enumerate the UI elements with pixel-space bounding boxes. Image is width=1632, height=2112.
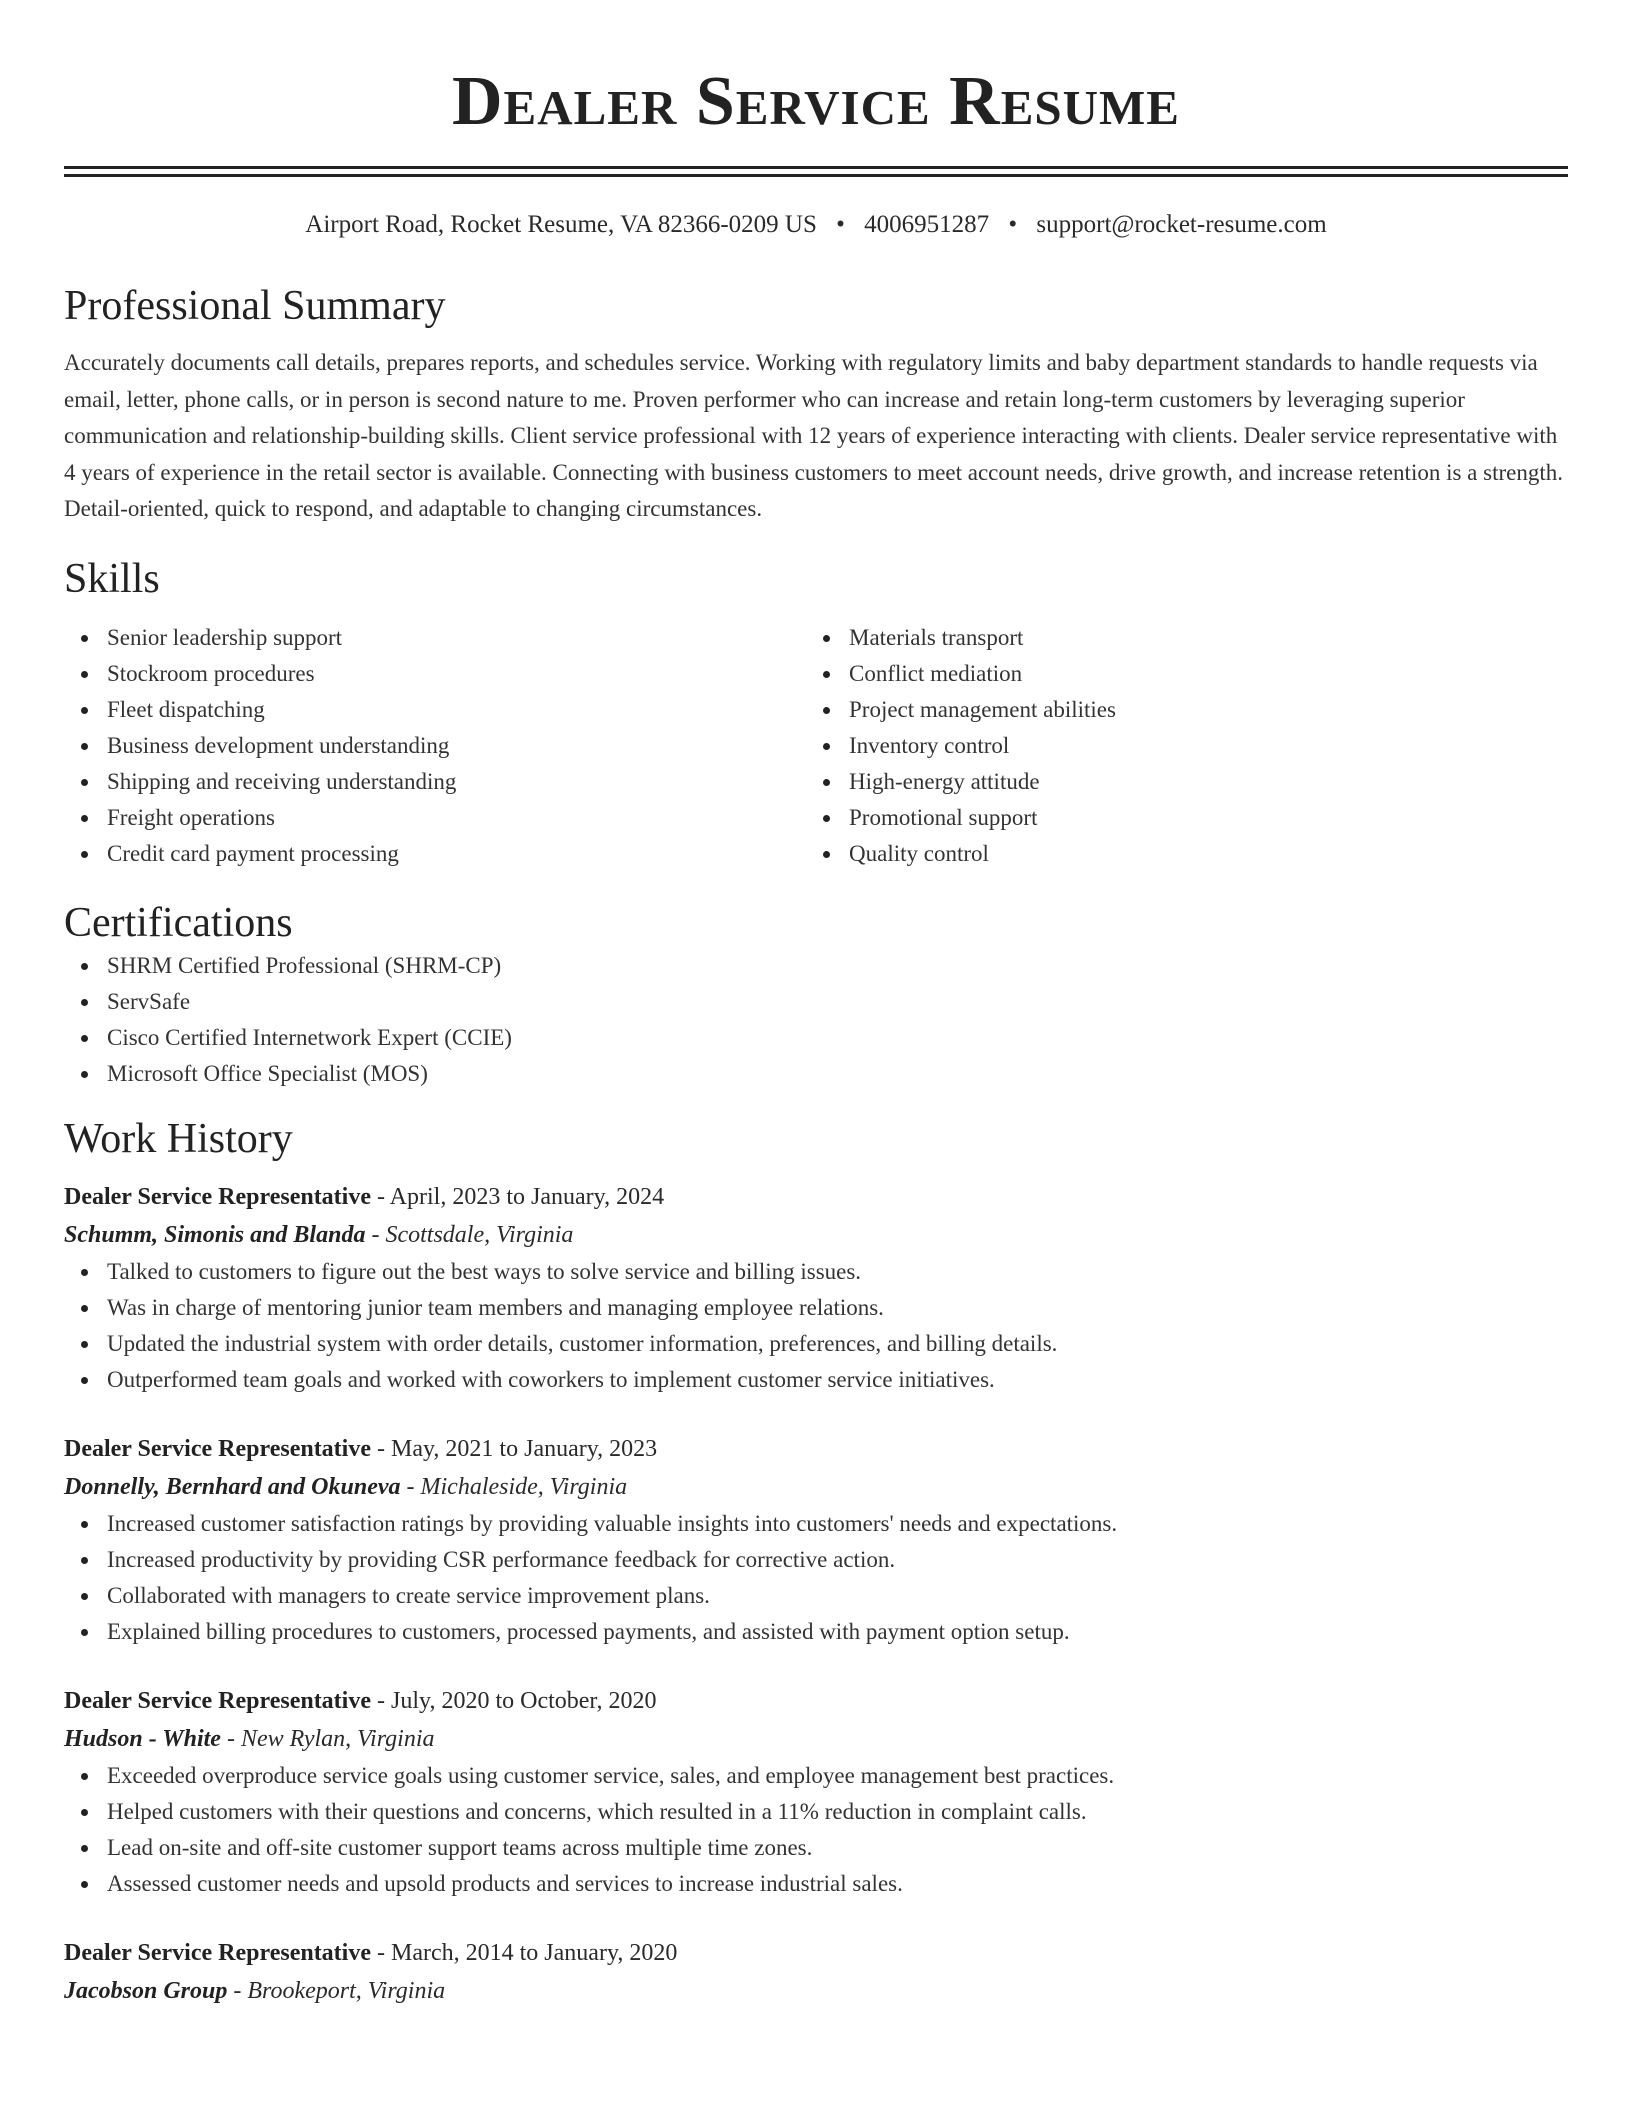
work-history-heading: Work History xyxy=(64,1115,293,1162)
company-line xyxy=(64,1216,1568,1254)
contact-separator: • xyxy=(836,211,845,238)
list-item: SHRM Certified Professional (SHRM-CP) xyxy=(107,948,1568,984)
job-title-line xyxy=(64,1430,1568,1468)
company-line xyxy=(64,1720,1568,1758)
company-name: Jacobson Group xyxy=(64,1977,228,2004)
list-item: Increased productivity by providing CSR performance feedback for corrective action. xyxy=(107,1542,1568,1578)
list-item: ServSafe xyxy=(107,984,1568,1020)
company-line xyxy=(64,1972,1568,2010)
company-line xyxy=(64,1468,1568,1506)
list-item: Explained billing procedures to customers, processed payments, and assisted with payment option setup. xyxy=(107,1614,1568,1650)
job-title-line xyxy=(64,1682,1568,1720)
dash-separator: - xyxy=(371,1687,391,1714)
list-item: Collaborated with managers to create service improvement plans. xyxy=(107,1578,1568,1614)
job-dates: May, 2021 to January, 2023 xyxy=(391,1435,658,1462)
job-title: Dealer Service Representative xyxy=(64,1183,371,1210)
list-item: Shipping and receiving understanding xyxy=(107,764,806,800)
list-item: Conflict mediation xyxy=(849,656,1548,692)
list-item: Stockroom procedures xyxy=(107,656,806,692)
list-item: Talked to customers to figure out the best ways to solve service and billing issues. xyxy=(107,1254,1568,1290)
summary-heading: Professional Summary xyxy=(64,283,446,329)
list-item: Assessed customer needs and upsold products and services to increase industrial sales. xyxy=(107,1866,1568,1902)
contact-phone: 4006951287 xyxy=(864,211,990,238)
list-item: Updated the industrial system with order details, customer information, preferences, and billing details. xyxy=(107,1326,1568,1362)
skills-grid xyxy=(64,620,1568,872)
job-title: Dealer Service Representative xyxy=(64,1939,371,1966)
work-history-list xyxy=(64,1178,1568,2010)
job-title: Dealer Service Representative xyxy=(64,1435,371,1462)
job-title-line xyxy=(64,1178,1568,1216)
job-title-line xyxy=(64,1934,1568,1972)
job-duties-list xyxy=(64,1506,1568,1650)
company-name: Schumm, Simonis and Blanda xyxy=(64,1221,366,1248)
contact-email: support@rocket-resume.com xyxy=(1036,211,1327,238)
contact-address: Airport Road, Rocket Resume, VA 82366-0209 US xyxy=(305,211,817,238)
job-entry xyxy=(64,1430,1568,1650)
list-item: Increased customer satisfaction ratings by providing valuable insights into customers' needs and expectations. xyxy=(107,1506,1568,1542)
list-item: Business development understanding xyxy=(107,728,806,764)
list-item: Senior leadership support xyxy=(107,620,806,656)
skills-heading: Skills xyxy=(64,555,160,602)
contact-line xyxy=(64,209,1568,241)
dash-separator: - xyxy=(371,1939,391,1966)
dash-separator: - xyxy=(227,1977,248,2004)
job-dates: March, 2014 to January, 2020 xyxy=(391,1939,678,1966)
list-item: Exceeded overproduce service goals using customer service, sales, and employee management best practices. xyxy=(107,1758,1568,1794)
list-item: High-energy attitude xyxy=(849,764,1548,800)
list-item: Outperformed team goals and worked with coworkers to implement customer service initiatives. xyxy=(107,1362,1568,1398)
job-entry xyxy=(64,1178,1568,1398)
list-item: Quality control xyxy=(849,836,1548,872)
job-duties-list xyxy=(64,1254,1568,1398)
job-duties-list xyxy=(64,1758,1568,1902)
job-entry xyxy=(64,1682,1568,1902)
dash-separator: - xyxy=(365,1221,386,1248)
company-name: Hudson - White xyxy=(64,1725,221,1752)
list-item: Project management abilities xyxy=(849,692,1548,728)
company-location: Scottsdale, Virginia xyxy=(385,1221,574,1248)
list-item: Credit card payment processing xyxy=(107,836,806,872)
header-rule-top xyxy=(64,166,1568,169)
summary-text: Accurately documents call details, prepares reports, and schedules service. Working with regulatory limits and baby department standards to handle requests via email, letter, phone calls, or in person is second nature to me. Proven performer who can increase and retain long-term customers by leveraging superior communication and relationship-building skills. Client service professional with 12 years of experience interacting with clients. Dealer service representative with 4 years of experience in the retail sector is available. Connecting with business customers to meet account needs, drive growth, and increase retention is a strength. Detail-oriented, quick to respond, and adaptable to changing circumstances. xyxy=(64,350,1563,522)
list-item: Lead on-site and off-site customer support teams across multiple time zones. xyxy=(107,1830,1568,1866)
company-location: Brookeport, Virginia xyxy=(247,1977,446,2004)
certifications-list xyxy=(64,948,1568,1092)
list-item: Materials transport xyxy=(849,620,1548,656)
skills-column-left xyxy=(64,620,806,872)
job-title: Dealer Service Representative xyxy=(64,1687,371,1714)
certifications-heading: Certifications xyxy=(64,899,293,946)
company-name: Donnelly, Bernhard and Okuneva xyxy=(64,1473,401,1500)
skills-column-right xyxy=(806,620,1548,872)
list-item: Was in charge of mentoring junior team members and managing employee relations. xyxy=(107,1290,1568,1326)
header-rule-bottom xyxy=(64,174,1568,177)
dash-separator: - xyxy=(371,1435,391,1462)
job-dates: April, 2023 to January, 2024 xyxy=(389,1183,665,1210)
dash-separator: - xyxy=(220,1725,241,1752)
contact-separator: • xyxy=(1008,211,1018,238)
list-item: Freight operations xyxy=(107,800,806,836)
job-entry xyxy=(64,1934,1568,2010)
resume-page xyxy=(64,0,1568,2010)
company-location: Michaleside, Virginia xyxy=(420,1473,628,1500)
list-item: Helped customers with their questions and concerns, which resulted in a 11% reduction in complaint calls. xyxy=(107,1794,1568,1830)
list-item: Fleet dispatching xyxy=(107,692,806,728)
list-item: Inventory control xyxy=(849,728,1548,764)
company-location: New Rylan, Virginia xyxy=(240,1725,435,1752)
job-dates: July, 2020 to October, 2020 xyxy=(391,1687,657,1714)
list-item: Promotional support xyxy=(849,800,1548,836)
list-item: Microsoft Office Specialist (MOS) xyxy=(107,1056,1568,1092)
dash-separator: - xyxy=(400,1473,421,1500)
dash-separator: - xyxy=(371,1183,390,1210)
list-item: Cisco Certified Internetwork Expert (CCIE) xyxy=(107,1020,1568,1056)
resume-title: Dealer Service Resume xyxy=(452,63,1180,140)
